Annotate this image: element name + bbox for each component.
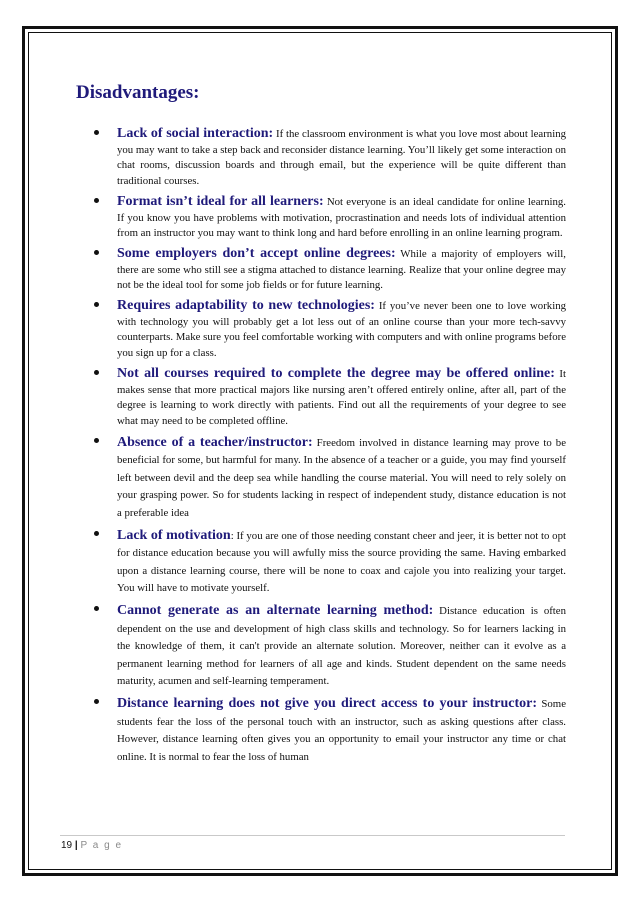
list-item: [94, 434, 566, 523]
list-item: [94, 602, 566, 691]
disadvantages-list: [94, 126, 566, 770]
bullet-icon: [94, 370, 99, 375]
item-text: It makes sense that more practical majors like nursing aren’t offered entirely online, after all, part of the degree is learning to work directly with patients. Find out all the requirements of your degree to see what may need to be completed offline.: [117, 367, 567, 427]
list-item: [94, 246, 566, 294]
item-text: : If you are one of those needing constant cheer and jeer, it is better not to opt for distance education because you will awfully miss the source providing the same. Having embarked upon a distance learning course, there will be none to coax and cajole you into realizing your target. You will have to motivate yourself.: [117, 529, 566, 595]
item-title: Absence of a teacher/instructor:: [117, 434, 313, 450]
page-number: 19: [61, 840, 73, 851]
list-item: [94, 527, 566, 598]
list-item: [94, 695, 566, 766]
page-label: P a g e: [80, 840, 123, 851]
list-item: [94, 194, 566, 242]
bullet-icon: [94, 250, 99, 255]
section-heading: Disadvantages:: [76, 82, 200, 103]
footer-separator: |: [74, 840, 78, 851]
item-text: While a majority of employers will, there are some who still see a stigma attached to distance learning. Realize that your online degree may not be the ideal tool for some job fields or for future learning.: [117, 247, 566, 292]
item-title: Not all courses required to complete the degree may be offered online:: [117, 365, 555, 381]
item-text: If you’ve never been one to love working with technology you will probably get a lot less out of an online course than your more tech-savvy counterparts. Make sure you feel comfortable working with computers and with online programs before you sign up for a class.: [117, 300, 566, 360]
bullet-icon: [94, 606, 99, 611]
list-item: [94, 298, 566, 362]
bullet-icon: [94, 531, 99, 536]
item-text: If the classroom environment is what you love most about learning you may want to take a step back and reconsider distance learning. You’ll likely get some interaction on chat rooms, discussion boards and through email, but the experience will be quite different than traditional courses.: [117, 128, 566, 188]
item-title: Lack of social interaction:: [117, 126, 274, 141]
bullet-icon: [94, 302, 99, 307]
item-title: Lack of motivation: [117, 527, 231, 543]
item-title: Distance learning does not give you direct access to your instructor:: [117, 695, 538, 711]
bullet-icon: [94, 130, 99, 135]
item-text: Not everyone is an ideal candidate for online learning. If you know you have problems with motivation, procrastination and needs lots of individual attention from an instructor you may want to think long and hard before enrolling in an online learning program.: [117, 195, 566, 240]
item-title: Cannot generate as an alternate learning method:: [117, 603, 434, 618]
page-footer: [61, 840, 123, 851]
item-text: Distance education is often dependent on the use and development of high class skills and technology. So for learners lacking in the knowledge of them, it can't provide an alternate solution. Moreover, neither can it evolve as a permanent learning method for learners of all age and kinds. Student dependent on the same needs maturity, acumen and self-learning temperament.: [117, 605, 567, 688]
list-item: [94, 366, 566, 430]
item-text: Some students fear the loss of the personal touch with an instructor, such as asking questions after class. However, distance learning often gives you an opportunity to email your instructor any time or chat online. It is normal to fear the loss of human: [117, 697, 566, 763]
bullet-icon: [94, 438, 99, 443]
item-text: Freedom involved in distance learning may prove to be beneficial for some, but harmful for many. In the absence of a teacher or a guide, you may find yourself left between devil and the deep sea while handling the course material. You will need to rely solely on your grasping power. So for students lacking in respect of independent study, distance education is not a preferable idea: [117, 436, 566, 520]
footer-divider: [60, 835, 565, 836]
bullet-icon: [94, 198, 99, 203]
item-title: Some employers don’t accept online degrees:: [117, 245, 396, 261]
item-title: Format isn’t ideal for all learners:: [117, 193, 324, 209]
bullet-icon: [94, 699, 99, 704]
item-title: Requires adaptability to new technologies:: [117, 298, 375, 314]
list-item: [94, 126, 566, 190]
